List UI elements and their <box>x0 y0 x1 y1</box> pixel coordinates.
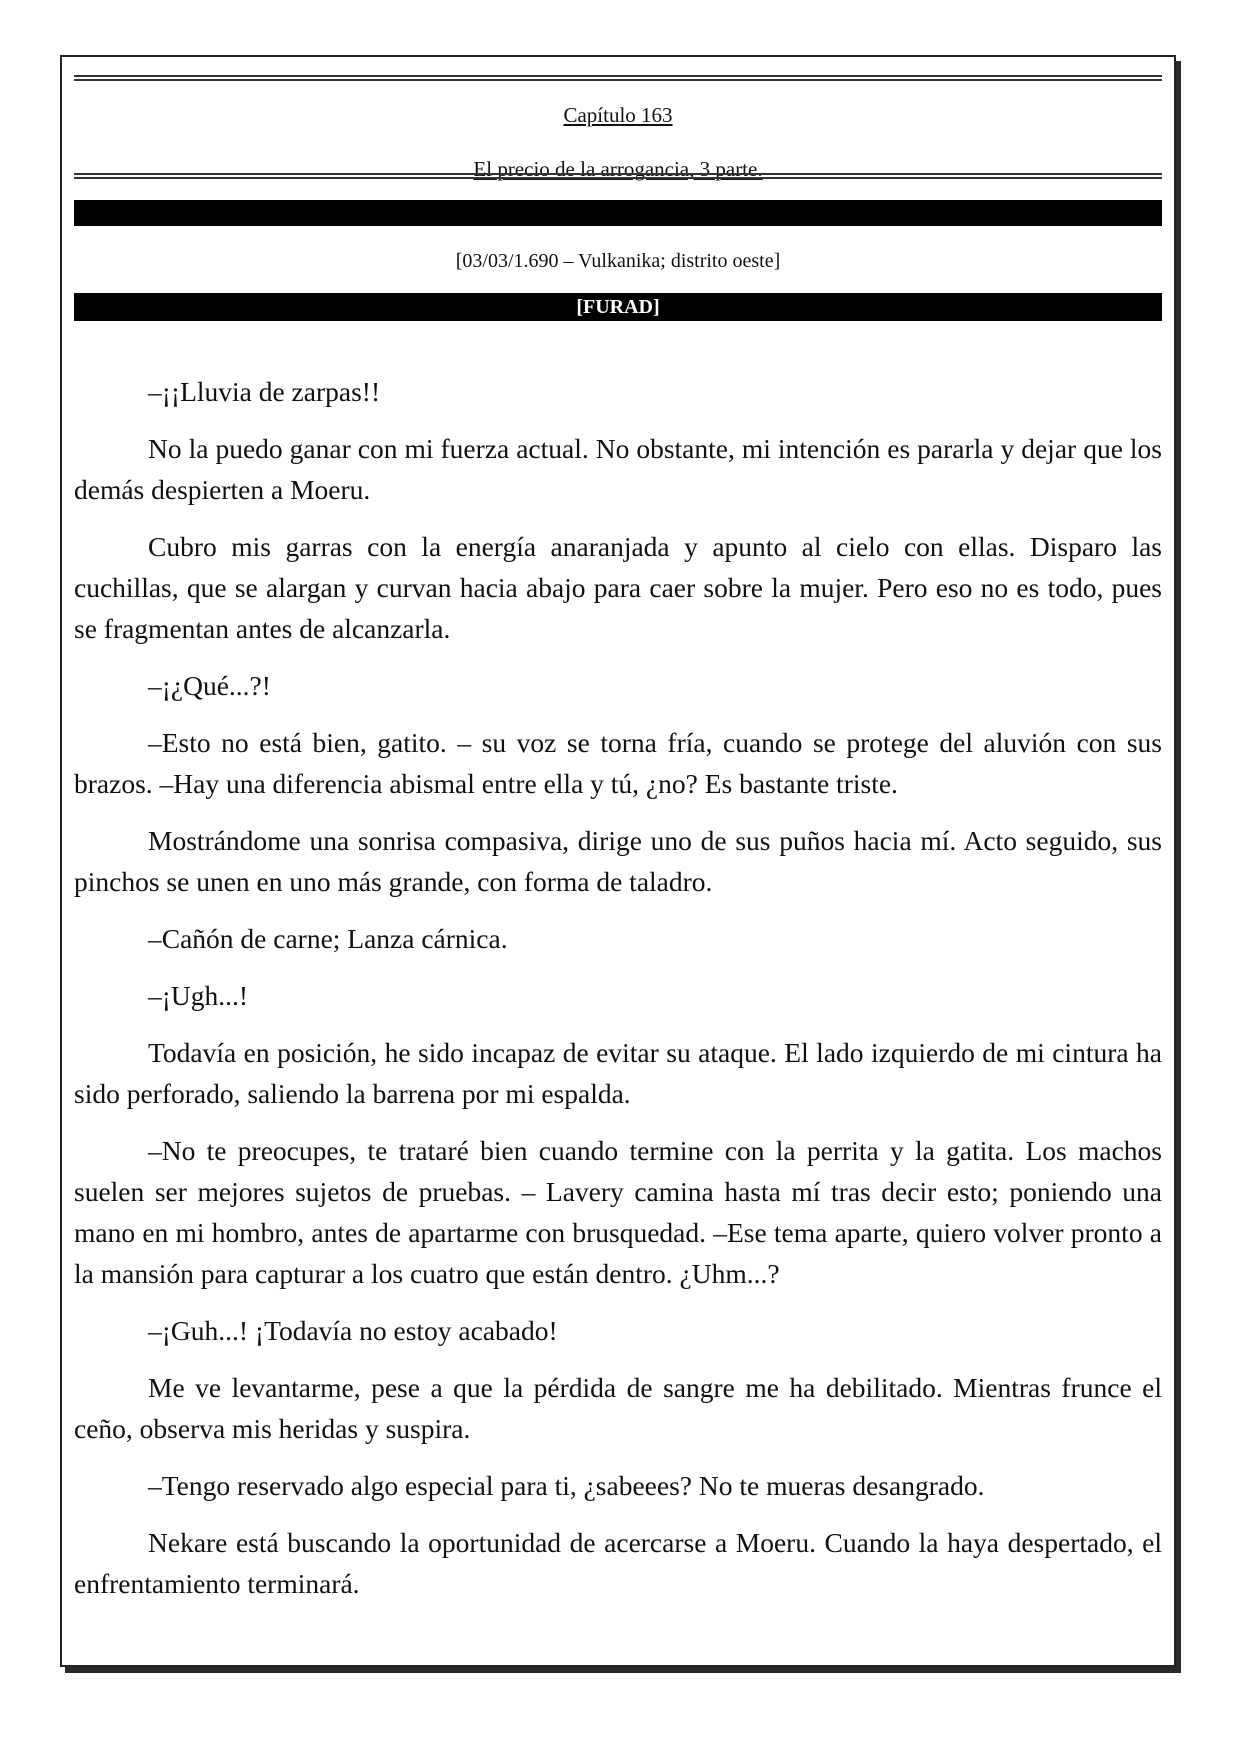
paragraph: –¡¿Qué...?! <box>148 670 271 701</box>
paragraph: Cubro mis garras con la energía anaranjada y apunto al cielo con ellas. Disparo las cuchillas, que se alargan y curvan hacia abajo para caer sobre la mujer. Pero eso no es todo, pues se fragmentan antes de alcanzarla. <box>74 531 1162 644</box>
paragraph: Mostrándome una sonrisa compasiva, dirige uno de sus puños hacia mí. Acto seguido, sus pinchos se unen en uno más grande, con forma de taladro. <box>74 825 1162 897</box>
paragraph: –Tengo reservado algo especial para ti, ¿sabeees? No te mueras desangrado. <box>148 1470 985 1501</box>
page-frame <box>60 55 1176 1667</box>
paragraph: –¡¡Lluvia de zarpas!! <box>148 376 381 407</box>
paragraph: –No te preocupes, te trataré bien cuando termine con la perrita y la gatita. Los machos suelen ser mejores sujetos de pruebas. – Lavery camina hasta mí tras decir esto; poniendo una mano en mi hombro, antes de apartarme con brusquedad. –Ese tema aparte, quiero volver pronto a la mansión para capturar a los cuatro que están dentro. ¿Uhm...? <box>74 1135 1162 1289</box>
chapter-body <box>74 371 1162 1620</box>
paragraph: Me ve levantarme, pese a que la pérdida de sangre me ha debilitado. Mientras frunce el ceño, observa mis heridas y suspira. <box>74 1372 1162 1444</box>
section-divider-bar <box>74 200 1162 226</box>
paragraph: –Esto no está bien, gatito. – su voz se torna fría, cuando se protege del aluvión con sus brazos. –Hay una diferencia abismal entre ella y tú, ¿no? Es bastante triste. <box>74 727 1162 799</box>
chapter-subtitle: El precio de la arrogancia, 3 parte. <box>473 157 763 181</box>
header-rule-bottom <box>74 173 1162 179</box>
chapter-title: Capítulo 163 <box>563 103 673 127</box>
paragraph: –¡Ugh...! <box>148 980 249 1011</box>
paragraph: –¡Guh...! ¡Todavía no estoy acabado! <box>148 1315 558 1346</box>
chapter-header <box>74 75 1162 179</box>
paragraph: No la puedo ganar con mi fuerza actual. No obstante, mi intención es pararla y dejar que los demás despierten a Moeru. <box>74 433 1162 505</box>
paragraph: –Cañón de carne; Lanza cárnica. <box>148 923 508 954</box>
pov-label: [FURAD] <box>74 293 1162 321</box>
header-rule-top <box>74 75 1162 81</box>
paragraph: Todavía en posición, he sido incapaz de evitar su ataque. El lado izquierdo de mi cintura ha sido perforado, saliendo la barrena por mi espalda. <box>74 1037 1162 1109</box>
scene-date-location: [03/03/1.690 – Vulkanika; distrito oeste] <box>455 250 781 272</box>
paragraph: Nekare está buscando la oportunidad de acercarse a Moeru. Cuando la haya despertado, el enfrentamiento terminará. <box>74 1527 1162 1599</box>
